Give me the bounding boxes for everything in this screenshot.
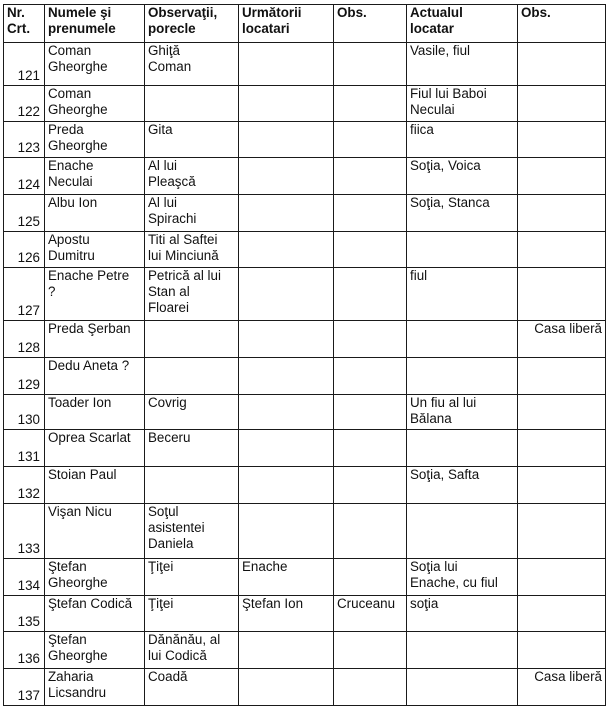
cell-text-line: Soţia, Stanca [410, 195, 490, 210]
cell-current-occupant [407, 321, 518, 358]
cell-obs-final [518, 430, 606, 467]
cell-text-line: asistentei [148, 520, 205, 535]
cell-text-line: Pleaşcă [148, 174, 196, 189]
cell-observations [145, 158, 239, 195]
cell-text-line: Gheorghe [48, 59, 108, 74]
cell-text-line: Gheorghe [48, 648, 108, 663]
cell-nr: 125 [4, 195, 45, 232]
cell-obs-final [518, 43, 606, 86]
cell-current-occupant [407, 559, 518, 596]
table-row [4, 467, 606, 504]
table-row [4, 321, 606, 358]
cell-next-occupants [239, 467, 334, 504]
cell-observations [145, 395, 239, 430]
cell-text-line: Enache [48, 158, 94, 173]
cell-name [45, 43, 145, 86]
cell-obs-final [518, 86, 606, 122]
cell-obs [334, 632, 407, 669]
cell-observations [145, 596, 239, 632]
cell-name [45, 504, 145, 559]
cell-next-occupants [239, 596, 334, 632]
cell-next-occupants [239, 195, 334, 232]
cell-name [45, 268, 145, 321]
cell-name [45, 158, 145, 195]
cell-obs [334, 669, 407, 706]
cell-current-occupant [407, 504, 518, 559]
cell-obs [334, 195, 407, 232]
cell-name [45, 86, 145, 122]
cell-obs-final [518, 158, 606, 195]
cell-text-line: Licsandru [48, 685, 107, 700]
cell-current-occupant [407, 158, 518, 195]
cell-obs [334, 358, 407, 395]
cell-text-line: Stoian Paul [48, 467, 117, 482]
header-row [4, 5, 606, 43]
cell-text-line: Dănănău, al [148, 632, 221, 647]
cell-name [45, 430, 145, 467]
cell-obs-final [518, 669, 606, 706]
cell-text-line: Gheorghe [48, 102, 108, 117]
header-nr-crt: Nr. Crt. [4, 5, 45, 43]
cell-name [45, 559, 145, 596]
cell-obs-final [518, 268, 606, 321]
cell-text-line: Gheorghe [48, 575, 108, 590]
cell-nr: 134 [4, 559, 45, 596]
cell-nr: 130 [4, 395, 45, 430]
table-row [4, 559, 606, 596]
cell-text-line: Ştefan [48, 559, 87, 574]
cell-name [45, 596, 145, 632]
cell-nr: 132 [4, 467, 45, 504]
cell-next-occupants [239, 504, 334, 559]
cell-next-occupants [239, 158, 334, 195]
cell-next-occupants [239, 395, 334, 430]
cell-nr: 128 [4, 321, 45, 358]
cell-next-occupants [239, 321, 334, 358]
cell-text-line: Al lui [148, 195, 178, 210]
cell-current-occupant [407, 358, 518, 395]
cell-nr: 131 [4, 430, 45, 467]
cell-text-line: soţia [410, 596, 439, 611]
cell-text-line: Ştefan [48, 632, 87, 647]
cell-current-occupant [407, 430, 518, 467]
cell-obs-final [518, 632, 606, 669]
cell-text-line: Ştefan Ion [242, 596, 304, 611]
cell-obs [334, 158, 407, 195]
cell-name [45, 467, 145, 504]
cell-obs-final [518, 467, 606, 504]
cell-current-occupant [407, 232, 518, 268]
cell-name [45, 122, 145, 158]
header-obs-final: Obs. [518, 5, 606, 43]
cell-next-occupants [239, 430, 334, 467]
table-row [4, 358, 606, 395]
cell-obs-final [518, 122, 606, 158]
cell-text-line: Ţiţei [148, 559, 174, 574]
cell-name [45, 669, 145, 706]
header-observations: Observaţii, porecle [145, 5, 239, 43]
cell-text-line: Spirachi [148, 211, 197, 226]
cell-obs [334, 43, 407, 86]
cell-current-occupant [407, 195, 518, 232]
cell-text-line: Dumitru [48, 248, 95, 263]
cell-observations [145, 467, 239, 504]
cell-obs [334, 122, 407, 158]
table-row [4, 158, 606, 195]
table-row [4, 669, 606, 706]
cell-name [45, 232, 145, 268]
cell-nr: 127 [4, 268, 45, 321]
cell-obs [334, 430, 407, 467]
cell-text-line: Vasile, fiul [410, 43, 471, 58]
cell-observations [145, 321, 239, 358]
table-row [4, 232, 606, 268]
header-obs: Obs. [334, 5, 407, 43]
cell-current-occupant [407, 467, 518, 504]
cell-obs [334, 559, 407, 596]
cell-text-line: Bălana [410, 411, 452, 426]
cell-nr: 135 [4, 596, 45, 632]
cell-text-line: lui Minciună [148, 248, 219, 263]
cell-text-line: Ghiţă [148, 43, 181, 58]
cell-observations [145, 86, 239, 122]
cell-text-line: lui Codică [148, 648, 207, 663]
table-row [4, 86, 606, 122]
cell-text-line: Enache [242, 559, 288, 574]
cell-text-line: Stan al [148, 284, 190, 299]
cell-obs [334, 504, 407, 559]
cell-current-occupant [407, 395, 518, 430]
cell-text-line: Fiul lui Baboi [410, 86, 487, 101]
cell-nr: 123 [4, 122, 45, 158]
header-next-occupants: Următorii locatari [239, 5, 334, 43]
cell-text-line: Coman [148, 59, 192, 74]
cell-obs [334, 232, 407, 268]
cell-next-occupants [239, 632, 334, 669]
cell-text-line: Coadă [148, 669, 188, 684]
cell-current-occupant [407, 43, 518, 86]
cell-obs-final [518, 559, 606, 596]
cell-text-line: fiul [410, 268, 428, 283]
cell-current-occupant [407, 596, 518, 632]
cell-text-line: Coman [48, 43, 92, 58]
cell-observations [145, 632, 239, 669]
cell-text-line: Preda [48, 122, 84, 137]
cell-text-line: Enache, cu fiul [410, 575, 498, 590]
cell-text-line: Apostu [48, 232, 90, 247]
cell-next-occupants [239, 232, 334, 268]
cell-current-occupant [407, 86, 518, 122]
cell-text-line: Neculai [48, 174, 93, 189]
cell-text-line: Al lui [148, 158, 178, 173]
cell-next-occupants [239, 268, 334, 321]
table-row [4, 122, 606, 158]
cell-text-line: Un fiu al lui [410, 395, 477, 410]
cell-text-line: Zaharia [48, 669, 94, 684]
cell-nr: 124 [4, 158, 45, 195]
cell-text-line: Coman [48, 86, 92, 101]
cell-obs [334, 86, 407, 122]
cell-name [45, 321, 145, 358]
cell-text-line: Covrig [148, 395, 187, 410]
cell-observations [145, 430, 239, 467]
cell-text-line: Gita [148, 122, 173, 137]
cell-nr: 137 [4, 669, 45, 706]
cell-obs-final [518, 321, 606, 358]
header-current-occupant: Actualul locatar [407, 5, 518, 43]
cell-observations [145, 195, 239, 232]
cell-text-line: Casa liberă [534, 669, 602, 684]
cell-obs-final [518, 232, 606, 268]
cell-obs [334, 321, 407, 358]
cell-next-occupants [239, 86, 334, 122]
cell-name [45, 358, 145, 395]
cell-next-occupants [239, 43, 334, 86]
table-row [4, 395, 606, 430]
cell-nr: 122 [4, 86, 45, 122]
cell-observations [145, 559, 239, 596]
cell-text-line: Dedu Aneta ? [48, 358, 130, 373]
cell-obs [334, 268, 407, 321]
table-row [4, 195, 606, 232]
cell-text-line: Albu Ion [48, 195, 98, 210]
cell-obs-final [518, 195, 606, 232]
header-name: Numele şi prenumele [45, 5, 145, 43]
cell-next-occupants [239, 358, 334, 395]
cell-text-line: Soţia, Voica [410, 158, 481, 173]
cell-text-line: Gheorghe [48, 138, 108, 153]
table-row [4, 43, 606, 86]
cell-name [45, 632, 145, 669]
cell-observations [145, 358, 239, 395]
cell-text-line: Soţia, Safta [410, 467, 480, 482]
register-table [3, 4, 606, 706]
cell-nr: 126 [4, 232, 45, 268]
cell-text-line: Cruceanu [337, 596, 396, 611]
cell-obs [334, 467, 407, 504]
cell-text-line: Oprea Scarlat [48, 430, 131, 445]
cell-current-occupant [407, 122, 518, 158]
cell-nr: 121 [4, 43, 45, 86]
cell-obs-final [518, 395, 606, 430]
cell-name [45, 395, 145, 430]
cell-nr: 136 [4, 632, 45, 669]
cell-text-line: Vişan Nicu [48, 504, 112, 519]
cell-text-line: Petrică al lui [148, 268, 221, 283]
cell-obs [334, 395, 407, 430]
cell-next-occupants [239, 559, 334, 596]
table-row [4, 504, 606, 559]
cell-text-line: fiica [410, 122, 434, 137]
table-row [4, 632, 606, 669]
table-row [4, 430, 606, 467]
cell-observations [145, 232, 239, 268]
cell-text-line: Neculai [410, 102, 455, 117]
cell-observations [145, 504, 239, 559]
cell-text-line: Toader Ion [48, 395, 112, 410]
cell-obs [334, 596, 407, 632]
cell-nr: 133 [4, 504, 45, 559]
cell-text-line: ? [48, 284, 56, 299]
cell-text-line: Beceru [148, 430, 191, 445]
cell-text-line: Soţul [148, 504, 179, 519]
cell-observations [145, 122, 239, 158]
cell-text-line: Daniela [148, 536, 194, 551]
cell-text-line: Preda Şerban [48, 321, 131, 336]
cell-nr: 129 [4, 358, 45, 395]
table-row [4, 596, 606, 632]
cell-text-line: Enache Petre [48, 268, 130, 283]
cell-observations [145, 268, 239, 321]
cell-current-occupant [407, 669, 518, 706]
cell-observations [145, 43, 239, 86]
table-row [4, 268, 606, 321]
cell-obs-final [518, 358, 606, 395]
cell-text-line: Casa liberă [534, 321, 602, 336]
cell-next-occupants [239, 669, 334, 706]
cell-text-line: Ştefan Codică [48, 596, 133, 611]
cell-text-line: Titi al Saftei [148, 232, 218, 247]
cell-next-occupants [239, 122, 334, 158]
cell-text-line: Soţia lui [410, 559, 458, 574]
cell-text-line: Floarei [148, 300, 189, 315]
cell-obs-final [518, 504, 606, 559]
cell-obs-final [518, 596, 606, 632]
cell-text-line: Ţiţei [148, 596, 174, 611]
cell-current-occupant [407, 632, 518, 669]
cell-current-occupant [407, 268, 518, 321]
cell-observations [145, 669, 239, 706]
cell-name [45, 195, 145, 232]
